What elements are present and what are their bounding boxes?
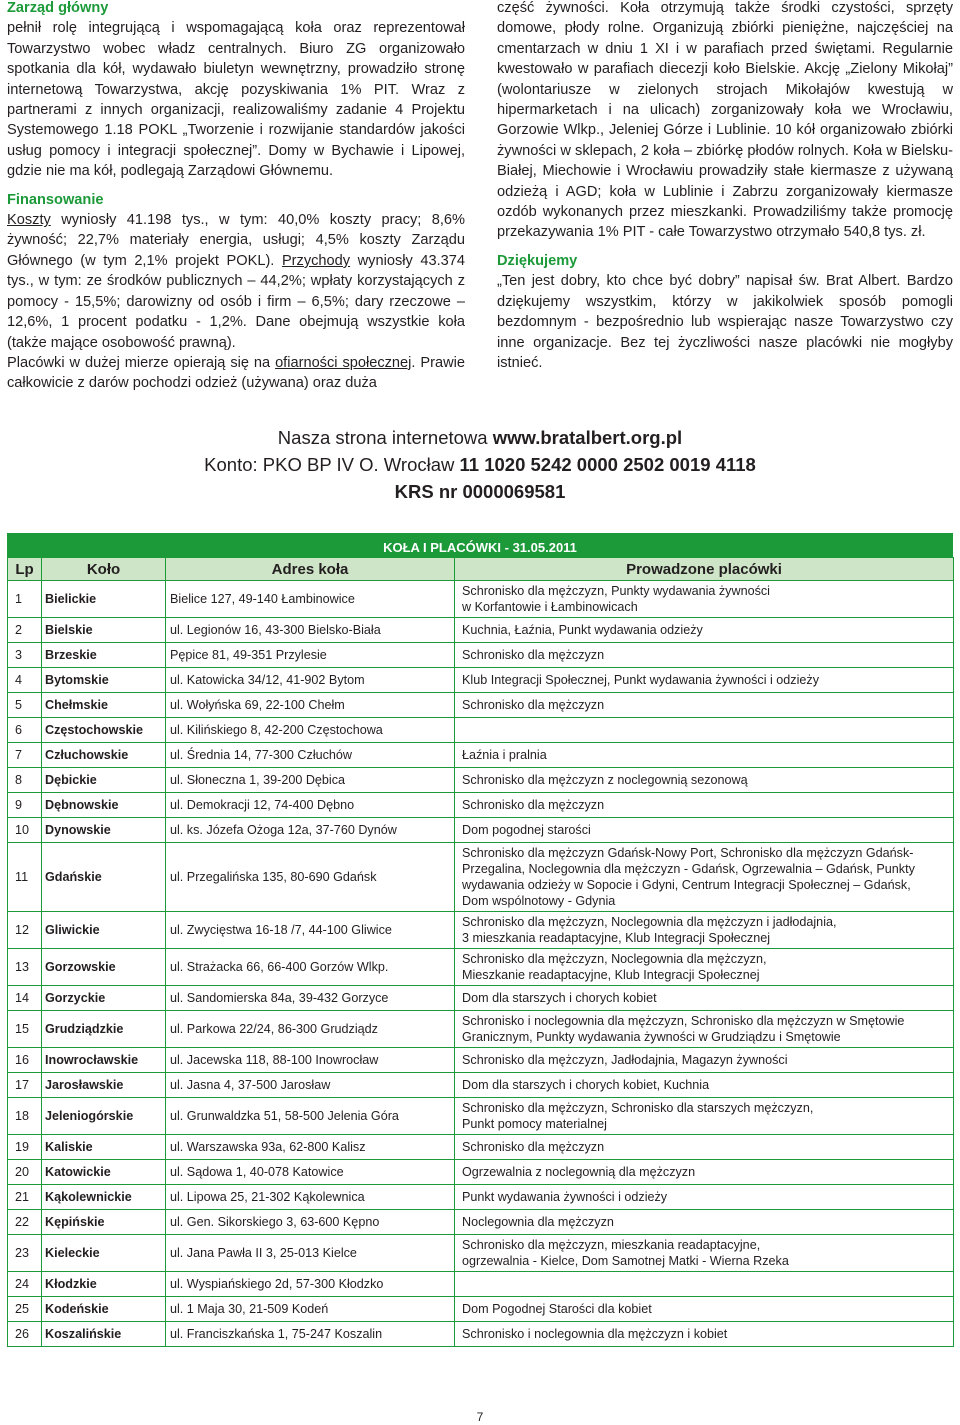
header-lp: Lp [8, 558, 42, 581]
branches-table-block [7, 533, 953, 1347]
table-row [8, 912, 954, 949]
table-row [8, 986, 954, 1011]
placowki-line: Schronisko dla mężczyzn, Schronisko dla starszych mężczyzn, [462, 1101, 814, 1115]
cell-kolo: Bielickie [42, 581, 166, 618]
cell-adres: ul. Jasna 4, 37-500 Jarosław [166, 1073, 455, 1098]
placowki-line: Dom wspólnotowy - Gdynia [462, 894, 616, 908]
cell-adres: ul. Jana Pawła II 3, 25-013 Kielce [166, 1235, 455, 1272]
table-row [8, 1272, 954, 1297]
cell-adres: ul. Sądowa 1, 40-078 Katowice [166, 1160, 455, 1185]
table-row [8, 718, 954, 743]
table-row [8, 818, 954, 843]
cell-adres: Pępice 81, 49-351 Przylesie [166, 643, 455, 668]
placowki-line: Schronisko dla mężczyzn Gdańsk-Nowy Port, Schronisko dla mężczyzn Gdańsk- [462, 846, 914, 860]
placowki-line: Schronisko dla mężczyzn [462, 1140, 605, 1154]
cell-placowki [455, 643, 954, 668]
cell-adres: ul. Warszawska 93a, 62-800 Kalisz [166, 1135, 455, 1160]
cell-placowki [455, 1098, 954, 1135]
placowki-line: Schronisko dla mężczyzn [462, 798, 605, 812]
table-row [8, 1185, 954, 1210]
table-row [8, 581, 954, 618]
przychody-text: wyniosły 43.374 tys., w tym: ze środków publicznych – 44,2%; wpłaty korzystających z pomocy - 15,5%; darowizny od osób i firm – 6,5%; dary rzeczowe – 12,6%, 1 procent podatku - 1,2%. Dane obejmują wszystkie koła (także mające osobowość prawną). [7, 252, 465, 351]
section-heading-zarzad: Zarząd główny [7, 0, 109, 16]
placowki-line: Klub Integracji Społecznej, Punkt wydawania żywności i odzieży [462, 673, 820, 687]
table-body [8, 581, 954, 1347]
cell-placowki [455, 912, 954, 949]
cell-lp: 9 [8, 793, 42, 818]
placowki-line: Dom Pogodnej Starości dla kobiet [462, 1302, 652, 1316]
cell-kolo: Częstochowskie [42, 718, 166, 743]
cell-placowki [455, 693, 954, 718]
cell-adres: ul. Zwycięstwa 16-18 /7, 44-100 Gliwice [166, 912, 455, 949]
cell-placowki [455, 1011, 954, 1048]
cell-kolo: Kodeńskie [42, 1297, 166, 1322]
cell-placowki [455, 818, 954, 843]
table-row [8, 1011, 954, 1048]
cell-adres: ul. Wyspiańskiego 2d, 57-300 Kłodzko [166, 1272, 455, 1297]
cell-placowki [455, 743, 954, 768]
cell-adres: ul. Legionów 16, 43-300 Bielsko-Biała [166, 618, 455, 643]
table-row [8, 1073, 954, 1098]
cell-placowki [455, 1210, 954, 1235]
placowki-line: Schronisko dla mężczyzn, Noclegownia dla mężczyzn, [462, 952, 767, 966]
cell-placowki [455, 768, 954, 793]
header-kolo: Koło [42, 558, 166, 581]
website-line: Nasza strona internetowa www.bratalbert.org.pl [277, 427, 683, 448]
cell-kolo: Koszalińskie [42, 1322, 166, 1347]
cell-lp: 18 [8, 1098, 42, 1135]
placowki-line: Schronisko dla mężczyzn, Noclegownia dla mężczyzn i jadłodajnia, [462, 915, 837, 929]
cell-lp: 22 [8, 1210, 42, 1235]
placowki-line: Łaźnia i pralnia [462, 748, 547, 762]
cell-adres: ul. Lipowa 25, 21-302 Kąkolewnica [166, 1185, 455, 1210]
continuation-paragraph: część żywności. Koła otrzymują także środki czystości, sprzęty domowe, płody rolne. Organizują zbiórki pieniężne, najczęściej na cmentarzach w dniu 1 XI i w parafiach przed świętami. Regularnie kwestowało w parafiach diecezji koło Bielskie. Akcję „Zielony Mikołaj” (wolontariusze w zielonych strojach Mikołajów kwestują w hipermarketach i na ulicach) zorganizowały koła we Wrocławiu, Gorzowie Wlkp., Jeleniej Górze i Lublinie. 10 kół organizowało zbiórki żywności w sklepach, 2 koła – zbiórkę płodów rolnych. Koła w Bielsku-Białej, Miechowie i Wrocławiu prowadziły stałe kiermasze z używaną odzieżą i AGD; koła w Lublinie i Zabrzu zorganizowały kiermasze ozdób wykonanych przez mieszkanki. Prowadziliśmy także promocję przekazywania 1% PIT - całe Towarzystwo otrzymało 540,8 tys. zł. [497, 0, 953, 241]
placowki-line: Schronisko dla mężczyzn, Jadłodajnia, Magazyn żywności [462, 1053, 788, 1067]
cell-lp: 4 [8, 668, 42, 693]
koszty-label: Koszty [7, 212, 51, 229]
placowki-line: Dom pogodnej starości [462, 823, 591, 837]
placowki-line: Mieszkanie readaptacyjne, Klub Integracji Społecznej [462, 968, 760, 982]
cell-lp: 21 [8, 1185, 42, 1210]
cell-lp: 17 [8, 1073, 42, 1098]
table-title: KOŁA I PLACÓWKI - 31.05.2011 [7, 533, 953, 557]
placowki-line: Schronisko i noclegownia dla mężczyzn, Schronisko dla mężczyzn w Smętowie [462, 1014, 905, 1028]
cell-placowki [455, 668, 954, 693]
cell-adres: ul. 1 Maja 30, 21-509 Kodeń [166, 1297, 455, 1322]
cell-placowki [455, 1235, 954, 1272]
cell-adres: ul. Średnia 14, 77-300 Człuchów [166, 743, 455, 768]
table-row [8, 618, 954, 643]
placowki-line: Ogrzewalnia z noclegownią dla mężczyzn [462, 1165, 696, 1179]
placowki-line: Schronisko dla mężczyzn [462, 698, 605, 712]
table-row [8, 643, 954, 668]
cell-lp: 16 [8, 1048, 42, 1073]
placowki-suffix: . Prawie całkowicie z darów pochodzi odzież (używana) oraz duża [7, 354, 465, 392]
koszty-text: wyniosły 41.198 tys., w tym: 40,0% koszty pracy; 8,6% żywność; 22,7% materiały energia, usługi; 4,5% koszty Zarządu Głównego (w tym 2,1% projekt POKL). [7, 212, 465, 269]
table-row [8, 1098, 954, 1135]
cell-kolo: Jeleniogórskie [42, 1098, 166, 1135]
cell-lp: 26 [8, 1322, 42, 1347]
cell-kolo: Bielskie [42, 618, 166, 643]
placowki-paragraph [7, 353, 465, 394]
contact-block [0, 424, 960, 505]
cell-adres: ul. Kilińskiego 8, 42-200 Częstochowa [166, 718, 455, 743]
right-column [497, 0, 953, 373]
cell-kolo: Gorzyckie [42, 986, 166, 1011]
cell-kolo: Katowickie [42, 1160, 166, 1185]
cell-placowki [455, 718, 954, 743]
cell-placowki [455, 1135, 954, 1160]
table-row [8, 949, 954, 986]
cell-adres: ul. Franciszkańska 1, 75-247 Koszalin [166, 1322, 455, 1347]
cell-lp: 20 [8, 1160, 42, 1185]
placowki-prefix: Placówki w dużej mierze opierają się na [7, 354, 276, 371]
cell-lp: 3 [8, 643, 42, 668]
placowki-line: wydawania odzieży w Sopocie i Gdyni, Centrum Integracji Społecznej – Gdańsk, [462, 878, 911, 892]
cell-lp: 2 [8, 618, 42, 643]
zarzad-paragraph: pełnił rolę integrującą i wspomagającą koła oraz reprezentował Towarzystwo wobec władz centralnych. Biuro ZG organizowało spotkania dla kół, wydawało biuletyn wewnętrzny, prowadziło stronę internetową Towarzystwa, akcję pozyskiwania 1% PIT. Wraz z partnerami z innych organizacji, realizowaliśmy zadanie 4 Projektu Systemowego 1.18 POKL „Tworzenie i rozwijanie standardów jakości usług pomocy i integracji społecznej”. Domy w Bychawie i Lipowej, gdzie nie ma kół, podlegają Zarządowi Głównemu. [7, 20, 465, 180]
cell-lp: 5 [8, 693, 42, 718]
cell-adres: ul. Grunwaldzka 51, 58-500 Jelenia Góra [166, 1098, 455, 1135]
cell-lp: 19 [8, 1135, 42, 1160]
cell-kolo: Kieleckie [42, 1235, 166, 1272]
placowki-line: ogrzewalnia - Kielce, Dom Samotnej Matki - Wierna Rzeka [462, 1254, 789, 1268]
cell-lp: 11 [8, 843, 42, 912]
cell-kolo: Kępińskie [42, 1210, 166, 1235]
website-link[interactable]: www.bratalbert.org.pl [492, 427, 683, 448]
account-number: 11 1020 5242 0000 2502 0019 4118 [459, 454, 756, 475]
cell-kolo: Gorzowskie [42, 949, 166, 986]
section-heading-finansowanie: Finansowanie [7, 191, 104, 208]
cell-kolo: Kaliskie [42, 1135, 166, 1160]
table-row [8, 768, 954, 793]
cell-lp: 13 [8, 949, 42, 986]
cell-placowki [455, 1185, 954, 1210]
cell-lp: 15 [8, 1011, 42, 1048]
table-row [8, 1322, 954, 1347]
table-row [8, 668, 954, 693]
left-column [7, 0, 465, 394]
cell-adres: ul. Sandomierska 84a, 39-432 Gorzyce [166, 986, 455, 1011]
cell-lp: 1 [8, 581, 42, 618]
cell-adres: ul. Strażacka 66, 66-400 Gorzów Wlkp. [166, 949, 455, 986]
cell-placowki [455, 581, 954, 618]
placowki-line: w Korfantowie i Łambinowicach [462, 600, 638, 614]
dziekujemy-paragraph: „Ten jest dobry, kto chce być dobry” napisał św. Brat Albert. Bardzo dziękujemy wszystkim, którzy w jakikolwiek sposób pomogli bezdomnym - bezpośrednio lub wspierając nasze Towarzystwo czy inne organizacje. Bez tej życzliwości nasze placówki nie mogłyby istnieć. [497, 273, 953, 371]
cell-placowki [455, 618, 954, 643]
table-row [8, 743, 954, 768]
cell-kolo: Dębickie [42, 768, 166, 793]
cell-adres: ul. Demokracji 12, 74-400 Dębno [166, 793, 455, 818]
cell-adres: ul. Katowicka 34/12, 41-902 Bytom [166, 668, 455, 693]
cell-adres: Bielice 127, 49-140 Łambinowice [166, 581, 455, 618]
cell-lp: 24 [8, 1272, 42, 1297]
cell-placowki [455, 1073, 954, 1098]
cell-placowki [455, 1160, 954, 1185]
section-heading-dziekujemy: Dziękujemy [497, 252, 578, 269]
table-row [8, 693, 954, 718]
cell-kolo: Dynowskie [42, 818, 166, 843]
cell-kolo: Bytomskie [42, 668, 166, 693]
cell-kolo: Dębnowskie [42, 793, 166, 818]
cell-lp: 23 [8, 1235, 42, 1272]
cell-kolo: Jarosławskie [42, 1073, 166, 1098]
cell-kolo: Człuchowskie [42, 743, 166, 768]
placowki-line: Punkt wydawania żywności i odzieży [462, 1190, 668, 1204]
cell-adres: ul. Gen. Sikorskiego 3, 63-600 Kępno [166, 1210, 455, 1235]
cell-lp: 7 [8, 743, 42, 768]
table-row [8, 1160, 954, 1185]
cell-kolo: Kąkolewnickie [42, 1185, 166, 1210]
cell-placowki [455, 1048, 954, 1073]
cell-kolo: Gdańskie [42, 843, 166, 912]
przychody-label: Przychody [281, 252, 351, 269]
placowki-line: Dom dla starszych i chorych kobiet, Kuchnia [462, 1078, 710, 1092]
cell-kolo: Kłodzkie [42, 1272, 166, 1297]
finansowanie-paragraph [7, 210, 465, 353]
ofiarnosc-link: ofiarności społecznej [275, 354, 412, 371]
table-row [8, 1135, 954, 1160]
cell-placowki [455, 986, 954, 1011]
placowki-line: Schronisko i noclegownia dla mężczyzn i kobiet [462, 1327, 728, 1341]
placowki-line: Schronisko dla mężczyzn z noclegownią sezonową [462, 773, 748, 787]
cell-adres: ul. Wołyńska 69, 22-100 Chełm [166, 693, 455, 718]
cell-lp: 12 [8, 912, 42, 949]
placowki-line: Punkt pomocy materialnej [462, 1117, 607, 1131]
placowki-line: Dom dla starszych i chorych kobiet [462, 991, 657, 1005]
krs-number: KRS nr 0000069581 [394, 481, 566, 502]
placowki-line: 3 mieszkania readaptacyjne, Klub Integracji Społecznej [462, 931, 771, 945]
placowki-line: Schronisko dla mężczyzn, Punkty wydawania żywności [462, 584, 770, 598]
cell-kolo: Brzeskie [42, 643, 166, 668]
placowki-line: Noclegownia dla mężczyzn [462, 1215, 614, 1229]
page-number: 7 [476, 1410, 484, 1424]
cell-placowki [455, 949, 954, 986]
placowki-line: Schronisko dla mężczyzn, mieszkania readaptacyjne, [462, 1238, 761, 1252]
cell-placowki [455, 1272, 954, 1297]
cell-placowki [455, 1322, 954, 1347]
placowki-line: Przegalina, Noclegownia dla mężczyzn - Gdańsk, Ogrzewalnia – Gdańsk, Punkty [462, 862, 915, 876]
cell-adres: ul. Parkowa 22/24, 86-300 Grudziądz [166, 1011, 455, 1048]
cell-placowki [455, 793, 954, 818]
cell-kolo: Chełmskie [42, 693, 166, 718]
cell-lp: 10 [8, 818, 42, 843]
table-header-row [8, 558, 954, 581]
table-row [8, 1235, 954, 1272]
cell-lp: 6 [8, 718, 42, 743]
cell-lp: 25 [8, 1297, 42, 1322]
table-row [8, 793, 954, 818]
cell-lp: 8 [8, 768, 42, 793]
cell-placowki [455, 843, 954, 912]
header-adres: Adres koła [166, 558, 455, 581]
header-placowki: Prowadzone placówki [455, 558, 954, 581]
cell-placowki [455, 1297, 954, 1322]
table-row [8, 1297, 954, 1322]
table-row [8, 843, 954, 912]
cell-adres: ul. Jacewska 118, 88-100 Inowrocław [166, 1048, 455, 1073]
cell-adres: ul. Słoneczna 1, 39-200 Dębica [166, 768, 455, 793]
cell-adres: ul. ks. Józefa Ożoga 12a, 37-760 Dynów [166, 818, 455, 843]
table-row [8, 1048, 954, 1073]
krs-line [0, 478, 960, 505]
account-line: Konto: PKO BP IV O. Wrocław 11 1020 5242 0000 2502 0019 4118 [204, 454, 756, 475]
cell-kolo: Inowrocławskie [42, 1048, 166, 1073]
cell-adres: ul. Przegalińska 135, 80-690 Gdańsk [166, 843, 455, 912]
placowki-line: Schronisko dla mężczyzn [462, 648, 605, 662]
branches-table [7, 557, 954, 1347]
table-row [8, 1210, 954, 1235]
cell-lp: 14 [8, 986, 42, 1011]
cell-kolo: Gliwickie [42, 912, 166, 949]
placowki-line: Granicznym, Punkty wydawania żywności w Grudziądzu i Smętowie [462, 1030, 841, 1044]
cell-kolo: Grudziądzkie [42, 1011, 166, 1048]
placowki-line: Kuchnia, Łaźnia, Punkt wydawania odzieży [462, 623, 703, 637]
